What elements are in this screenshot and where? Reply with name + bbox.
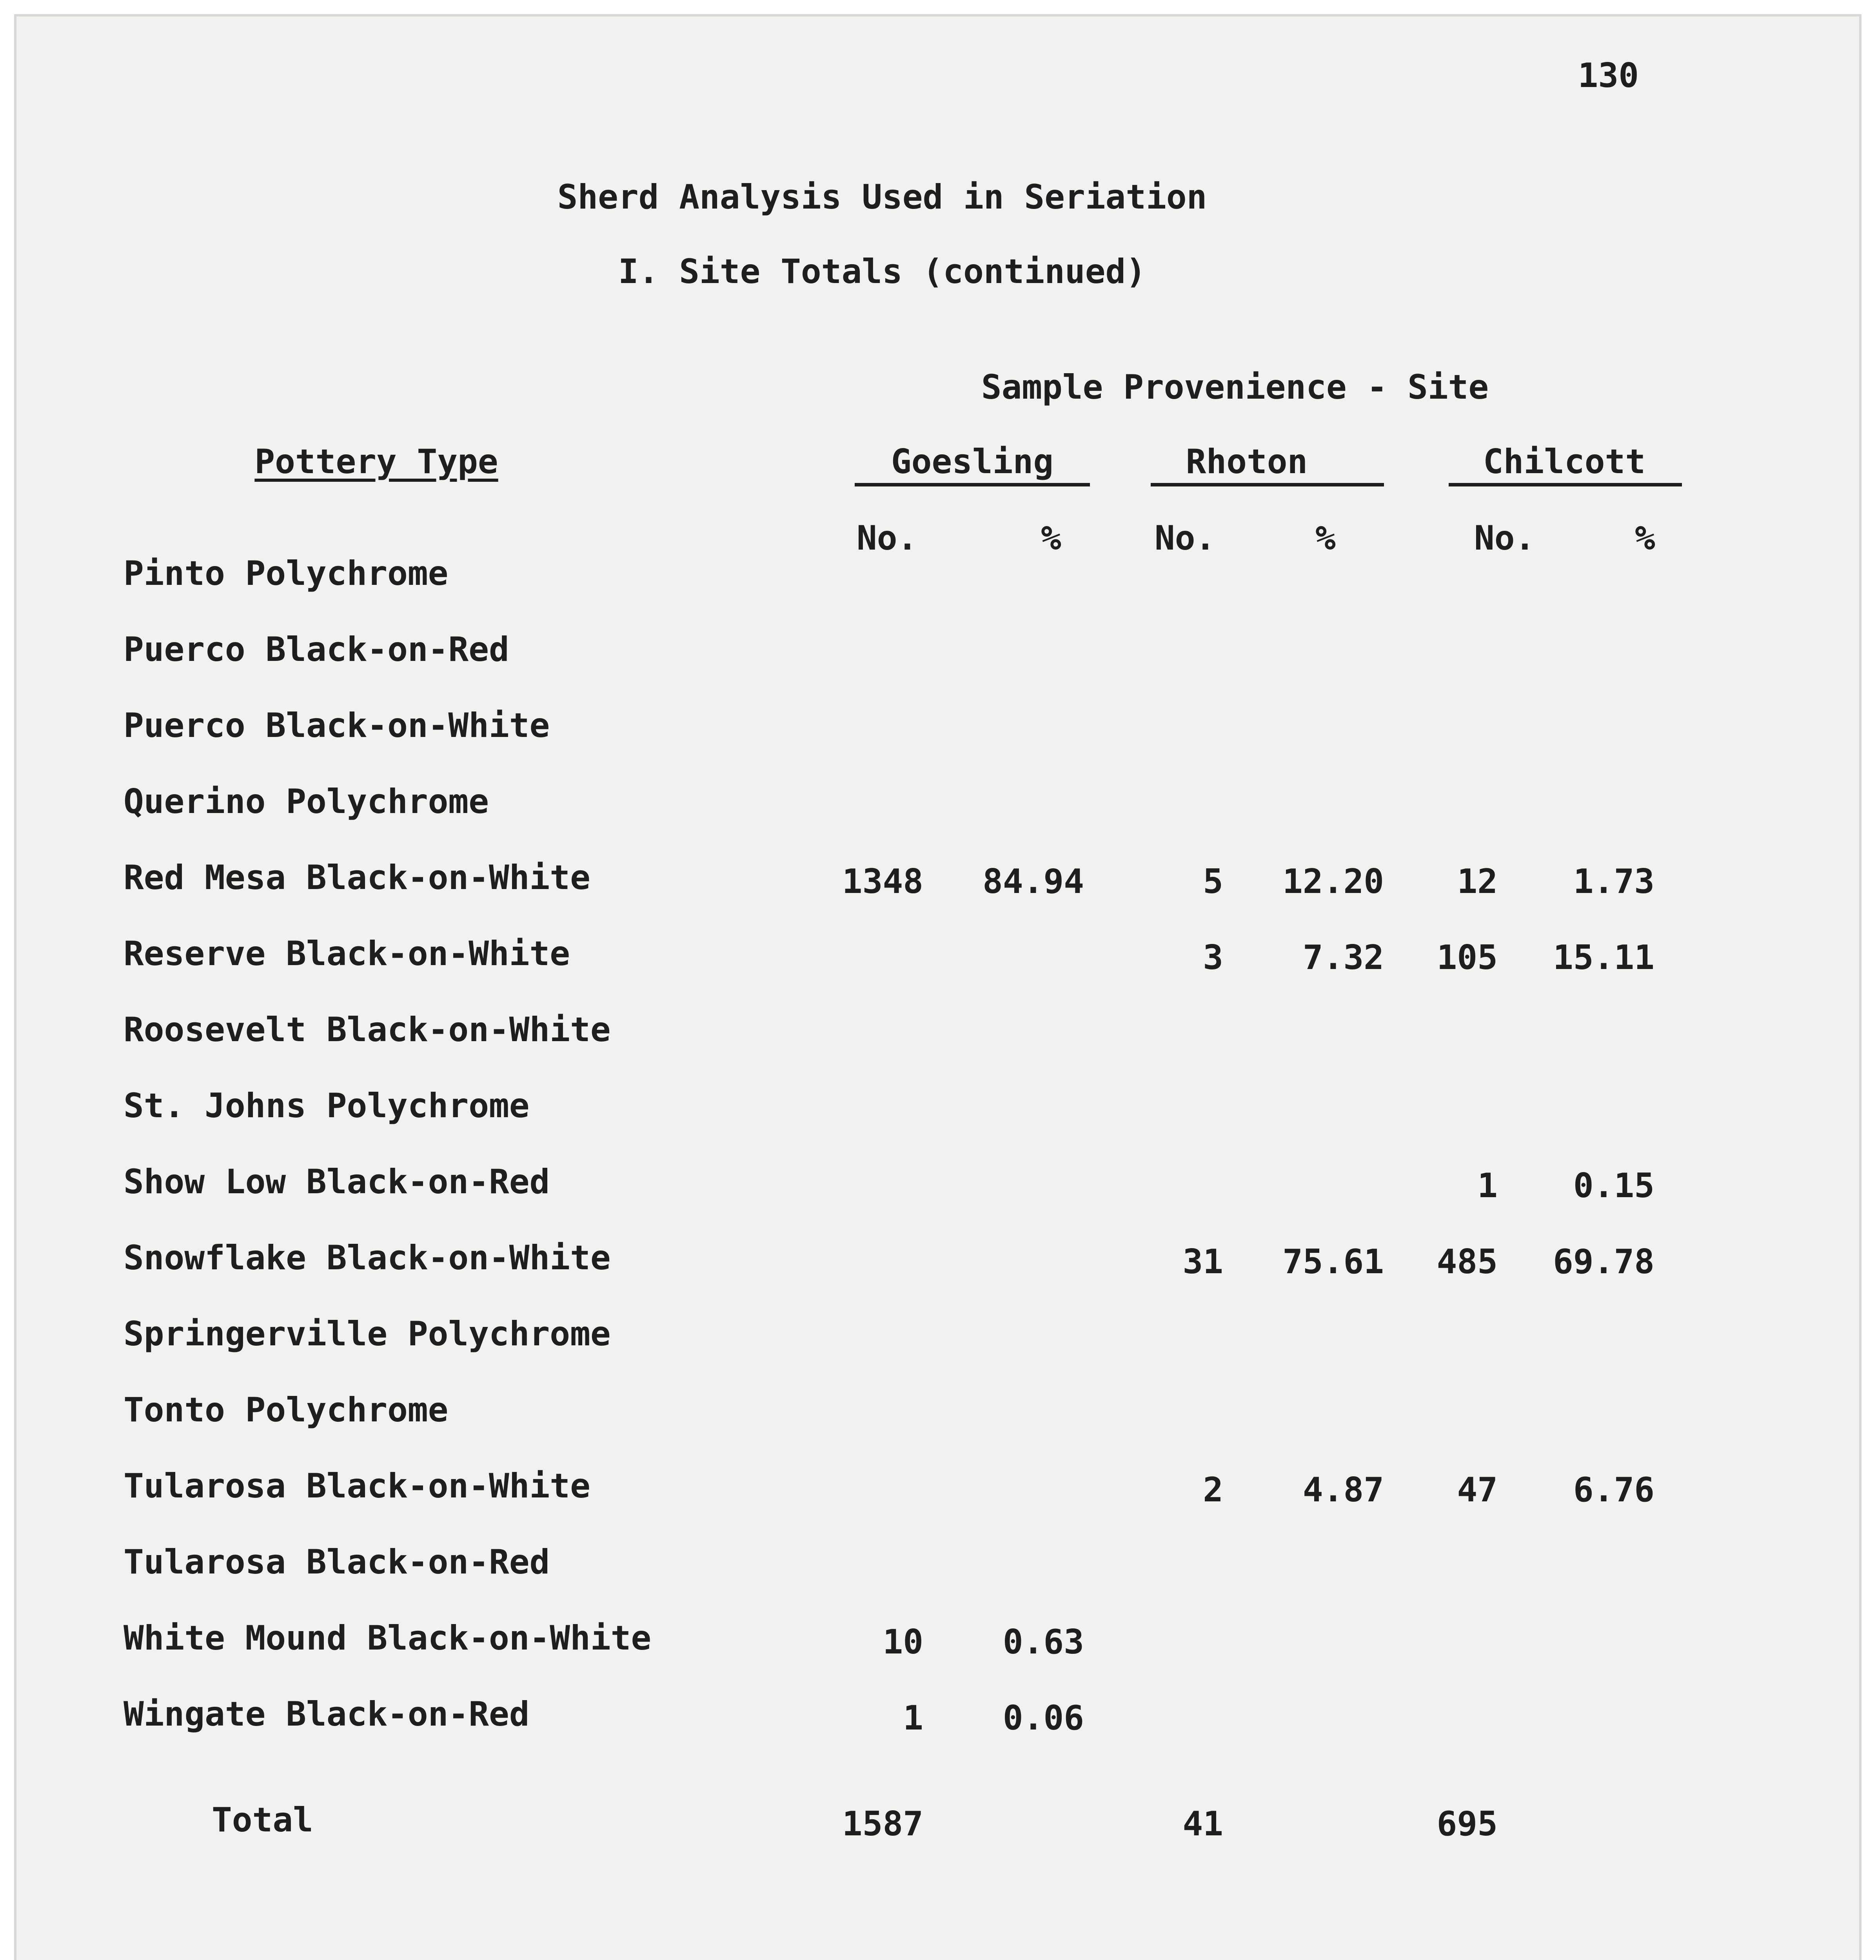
cell-chilcott-no: 1: [1477, 1166, 1498, 1205]
cell-rhoton-no: 3: [1203, 938, 1223, 977]
row-label: Puerco Black-on-Red: [123, 630, 509, 669]
document-page: [14, 14, 1861, 1960]
subheader-no-chilcott: No.: [1474, 519, 1535, 558]
row-label: Snowflake Black-on-White: [123, 1238, 611, 1278]
site-header-chilcott: Chilcott: [1483, 442, 1646, 481]
cell-goesling-no: 1: [903, 1699, 923, 1738]
cell-goesling-pct: 84.94: [982, 862, 1084, 901]
subheader-pct-rhoton: %: [1315, 519, 1336, 558]
site-header-goesling: Goesling: [891, 442, 1054, 481]
cell-rhoton-pct: 75.61: [1282, 1242, 1384, 1281]
site-header-rhoton: Rhoton: [1186, 442, 1308, 481]
row-label: Wingate Black-on-Red: [123, 1695, 530, 1734]
cell-chilcott-pct: 6.76: [1573, 1470, 1654, 1510]
row-label: Show Low Black-on-Red: [123, 1162, 550, 1201]
column-header-pottery-type: Pottery Type: [254, 442, 498, 481]
cell-chilcott-no: 47: [1457, 1470, 1498, 1510]
row-label: Springerville Polychrome: [123, 1314, 611, 1354]
page-number: 130: [1578, 56, 1639, 95]
total-label: Total: [212, 1800, 313, 1840]
total-goesling-no: 1587: [842, 1804, 923, 1844]
row-label: Querino Polychrome: [123, 782, 489, 821]
cell-rhoton-pct: 4.87: [1302, 1470, 1384, 1510]
total-chilcott-no: 695: [1437, 1804, 1498, 1844]
page-subtitle: I. Site Totals (continued): [618, 252, 1146, 291]
subheader-pct-chilcott: %: [1635, 519, 1655, 558]
cell-rhoton-pct: 7.32: [1302, 938, 1384, 977]
row-label: White Mound Black-on-White: [123, 1619, 652, 1658]
cell-rhoton-no: 31: [1182, 1242, 1223, 1281]
cell-goesling-no: 10: [883, 1622, 923, 1662]
cell-chilcott-pct: 1.73: [1573, 862, 1654, 901]
site-rule-rhoton: [1151, 483, 1384, 486]
row-label: St. Johns Polychrome: [123, 1086, 530, 1125]
cell-chilcott-no: 485: [1437, 1242, 1498, 1281]
cell-goesling-pct: 0.63: [1002, 1622, 1084, 1662]
row-label: Roosevelt Black-on-White: [123, 1010, 611, 1049]
site-rule-chilcott: [1449, 483, 1682, 486]
page-title: Sherd Analysis Used in Seriation: [557, 178, 1207, 217]
cell-chilcott-no: 12: [1457, 862, 1498, 901]
group-header: Sample Provenience - Site: [981, 368, 1489, 407]
cell-goesling-no: 1348: [842, 862, 923, 901]
row-label: Red Mesa Black-on-White: [123, 858, 590, 897]
total-rhoton-no: 41: [1182, 1804, 1223, 1844]
cell-chilcott-pct: 0.15: [1573, 1166, 1654, 1205]
cell-chilcott-pct: 69.78: [1553, 1242, 1654, 1281]
cell-chilcott-no: 105: [1437, 938, 1498, 977]
cell-rhoton-pct: 12.20: [1282, 862, 1384, 901]
row-label: Tonto Polychrome: [123, 1390, 449, 1430]
cell-rhoton-no: 5: [1203, 862, 1223, 901]
cell-chilcott-pct: 15.11: [1553, 938, 1654, 977]
cell-goesling-pct: 0.06: [1002, 1699, 1084, 1738]
row-label: Pinto Polychrome: [123, 554, 449, 593]
row-label: Tularosa Black-on-Red: [123, 1543, 550, 1582]
row-label: Reserve Black-on-White: [123, 934, 570, 973]
subheader-no-rhoton: No.: [1155, 519, 1216, 558]
subheader-no-goesling: No.: [857, 519, 918, 558]
cell-rhoton-no: 2: [1203, 1470, 1223, 1510]
row-label: Puerco Black-on-White: [123, 706, 550, 745]
site-rule-goesling: [855, 483, 1090, 486]
row-label: Tularosa Black-on-White: [123, 1466, 590, 1506]
subheader-pct-goesling: %: [1041, 519, 1061, 558]
